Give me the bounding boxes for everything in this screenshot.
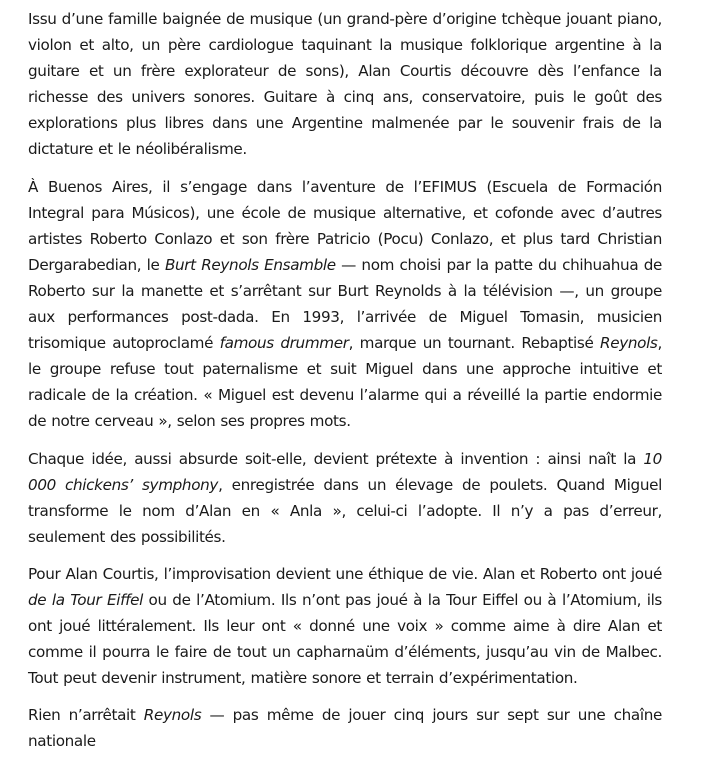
paragraph-4 [28, 561, 662, 691]
paragraph-4-text-b: ou de l’Atomium. Ils n’ont pas joué à la Tour Eiffel ou à l’Atomium, ils ont joué littéralement. Ils leur ont « donné une voix » comme aime à dire Alan et comme il pourra le faire de tout un capharnaüm d’éléments, jusqu’au vin de Malbec. Tout peut devenir instrument, matière sonore et terrain d’expérimentation. [28, 590, 662, 688]
band-name-reynols: Reynols [600, 334, 658, 353]
work-title-chickens-symphony: 10 000 chickens’ symphony [28, 449, 662, 494]
paragraph-2-text-d: , le groupe refuse tout paternalisme et suit Miguel dans une approche intuitive et radicale de la création. « Miguel est devenu l’alarme qui a réveillé la partie endormie de notre cerveau », selon ses propres mots. [28, 334, 662, 431]
band-name-reynols-2: Reynols [143, 706, 202, 725]
phrase-famous-drummer: famous drummer [219, 334, 349, 353]
paragraph-3-text-b: , enregistrée dans un élevage de poulets. Quand Miguel transforme le nom d’Alan en « Anla », celui-ci l’adopte. Il n’y a pas d’erreur, seulement des possibilités. [28, 475, 662, 546]
paragraph-5 [28, 702, 662, 754]
paragraph-3-text-a: Chaque idée, aussi absurde soit-elle, devient prétexte à invention : ainsi naît la [28, 449, 644, 468]
paragraph-2-text-b: — nom choisi par la patte du chihuahua de Roberto sur la manette et s’arrêtant sur Burt Reynolds à la télévision —, un groupe aux performances post-dada. En 1993, l’arrivée de Miguel Tomasin, musicien trisomique autoproclamé [28, 255, 662, 353]
paragraph-4-text-a: Pour Alan Courtis, l’improvisation devient une éthique de vie. Alan et Roberto ont joué [28, 564, 662, 583]
paragraph-5-text-a: Rien n’arrêtait [28, 706, 144, 725]
phrase-de-la-tour-eiffel: de la Tour Eiffel [28, 590, 143, 609]
band-name-burt-reynols-ensamble: Burt Reynols Ensamble [164, 255, 336, 274]
paragraph-1-text: Issu d’une famille baignée de musique (un grand-père d’origine tchèque jouant piano, violon et alto, un père cardiologue taquinant la musique folklorique argentine à la guitare et un frère explorateur de sons), Alan Courtis découvre dès l’enfance la richesse des univers sonores. Guitare à cinq ans, conservatoire, puis le goût des explorations plus libres dans une Argentine malmenée par le souvenir frais de la dictature et le néolibéralisme. [28, 10, 662, 159]
paragraph-2 [28, 174, 662, 435]
article-body [28, 6, 662, 766]
paragraph-1 [28, 6, 662, 163]
paragraph-5-text-b: — pas même de jouer cinq jours sur sept sur une chaîne nationale [28, 706, 662, 751]
paragraph-3 [28, 446, 662, 550]
paragraph-2-text-a: À Buenos Aires, il s’engage dans l’aventure de l’EFIMUS (Escuela de Formación Integral para Músicos), une école de musique alternative, et cofonde avec d’autres artistes Roberto Conlazo et son frère Patricio (Pocu) Conlazo, et plus tard Christian Dergarabedian, le [28, 177, 662, 274]
paragraph-2-text-c: , marque un tournant. Rebaptisé [348, 334, 601, 353]
